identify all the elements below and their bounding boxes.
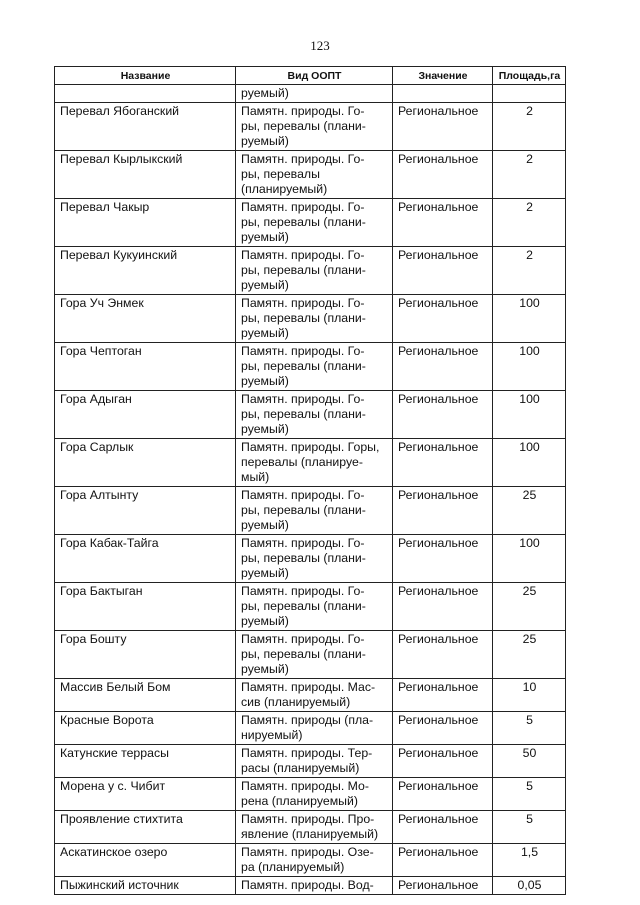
- table-row: [55, 712, 566, 745]
- cell-type-line: расы (планируемый): [241, 761, 360, 775]
- cell-area: 0,05: [493, 877, 566, 895]
- header-area-line: га: [550, 70, 561, 82]
- cell-type-line: Памятн. природы. Го-: [241, 392, 365, 406]
- cell-type: [236, 811, 393, 844]
- cell-type-line: руемый): [241, 662, 289, 676]
- cell-type-line: ры, перевалы (плани-: [241, 551, 366, 565]
- cell-area: 5: [493, 778, 566, 811]
- cell-significance: Региональное: [393, 391, 493, 439]
- cell-name: Красные Ворота: [55, 712, 236, 745]
- cell-type-line: ры, перевалы (плани-: [241, 311, 366, 325]
- table-row: [55, 535, 566, 583]
- cell-area: 25: [493, 583, 566, 631]
- cell-area: 25: [493, 631, 566, 679]
- cell-type-line: ра (планируемый): [241, 860, 345, 874]
- cell-type-line: Памятн. природы. Го-: [241, 584, 365, 598]
- table-row: [55, 391, 566, 439]
- cell-name: [55, 85, 236, 103]
- cell-type: [236, 778, 393, 811]
- cell-area: 5: [493, 811, 566, 844]
- cell-type-line: сив (планируемый): [241, 695, 351, 709]
- cell-name: Гора Бошту: [55, 631, 236, 679]
- cell-type-line: ры, перевалы (плани-: [241, 359, 366, 373]
- cell-type: [236, 247, 393, 295]
- cell-significance: Региональное: [393, 631, 493, 679]
- cell-significance: Региональное: [393, 151, 493, 199]
- cell-significance: Региональное: [393, 487, 493, 535]
- cell-type-line: Памятн. природы. Тер-: [241, 746, 373, 760]
- cell-type-line: ры, перевалы (плани-: [241, 503, 366, 517]
- cell-area: 100: [493, 439, 566, 487]
- cell-name: Перевал Ябоганский: [55, 103, 236, 151]
- cell-name: Гора Уч Энмек: [55, 295, 236, 343]
- table-row: [55, 343, 566, 391]
- cell-name: Перевал Чакыр: [55, 199, 236, 247]
- table-row: [55, 778, 566, 811]
- page-number: 123: [310, 38, 330, 53]
- cell-name: Катунские террасы: [55, 745, 236, 778]
- cell-significance: [393, 85, 493, 103]
- table-row: [55, 103, 566, 151]
- cell-type-line: ры, перевалы (плани-: [241, 599, 366, 613]
- cell-type: [236, 877, 393, 895]
- cell-significance: Региональное: [393, 811, 493, 844]
- cell-type-line: рена (планируемый): [241, 794, 358, 808]
- cell-type: [236, 535, 393, 583]
- cell-name: Пыжинский источник: [55, 877, 236, 895]
- table-header: [55, 67, 566, 85]
- cell-area: 100: [493, 295, 566, 343]
- cell-type-line: мый): [241, 470, 270, 484]
- table-row: [55, 745, 566, 778]
- table-row: [55, 487, 566, 535]
- cell-type-line: перевалы (планируе-: [241, 455, 363, 469]
- cell-type-line: руемый): [241, 566, 289, 580]
- cell-area: 10: [493, 679, 566, 712]
- cell-type: [236, 295, 393, 343]
- cell-type: [236, 439, 393, 487]
- cell-type: [236, 712, 393, 745]
- cell-significance: Региональное: [393, 583, 493, 631]
- cell-significance: Региональное: [393, 679, 493, 712]
- cell-type-line: ры, перевалы (плани-: [241, 263, 366, 277]
- cell-significance: Региональное: [393, 295, 493, 343]
- cell-area: 100: [493, 391, 566, 439]
- cell-area: 2: [493, 103, 566, 151]
- cell-name: Гора Кабак-Тайга: [55, 535, 236, 583]
- cell-type: [236, 679, 393, 712]
- cell-type-line: Памятн. природы. Го-: [241, 488, 365, 502]
- cell-type-line: ры, перевалы (плани-: [241, 647, 366, 661]
- cell-name: Перевал Кырлыкский: [55, 151, 236, 199]
- cell-significance: Региональное: [393, 343, 493, 391]
- cell-type-line: Памятн. природы. Го-: [241, 536, 365, 550]
- cell-area: 2: [493, 199, 566, 247]
- cell-type-line: Памятн. природы. Вод-: [241, 878, 374, 892]
- cell-type: [236, 391, 393, 439]
- table-row: [55, 811, 566, 844]
- cell-type-line: ры, перевалы (плани-: [241, 215, 366, 229]
- cell-type: [236, 151, 393, 199]
- header-area-line: Площадь,: [498, 70, 551, 82]
- cell-area: 25: [493, 487, 566, 535]
- cell-type-line: руемый): [241, 374, 289, 388]
- cell-type: [236, 844, 393, 877]
- table-row: [55, 844, 566, 877]
- cell-area: 1,5: [493, 844, 566, 877]
- cell-name: Гора Алтынту: [55, 487, 236, 535]
- cell-type: [236, 631, 393, 679]
- cell-significance: Региональное: [393, 877, 493, 895]
- cell-type-line: руемый): [241, 230, 289, 244]
- cell-type: [236, 745, 393, 778]
- table-body: [55, 85, 566, 895]
- cell-type: [236, 343, 393, 391]
- cell-type-line: Памятн. природы. Мо-: [241, 779, 369, 793]
- cell-significance: Региональное: [393, 745, 493, 778]
- cell-type: [236, 487, 393, 535]
- cell-type-line: руемый): [241, 326, 289, 340]
- cell-type-line: Памятн. природы (пла-: [241, 713, 374, 727]
- cell-area: 100: [493, 343, 566, 391]
- cell-type: [236, 85, 393, 103]
- table-row: [55, 583, 566, 631]
- cell-type-line: Памятн. природы. Го-: [241, 344, 365, 358]
- cell-name: Массив Белый Бом: [55, 679, 236, 712]
- cell-significance: Региональное: [393, 103, 493, 151]
- table-row: [55, 631, 566, 679]
- cell-type: [236, 583, 393, 631]
- protected-areas-table: [54, 66, 566, 895]
- cell-type-line: нируемый): [241, 728, 303, 742]
- cell-significance: Региональное: [393, 778, 493, 811]
- cell-type: [236, 199, 393, 247]
- cell-significance: Региональное: [393, 199, 493, 247]
- table-row: [55, 679, 566, 712]
- table-row: [55, 151, 566, 199]
- table-row: [55, 439, 566, 487]
- cell-name: Гора Адыган: [55, 391, 236, 439]
- cell-significance: Региональное: [393, 712, 493, 745]
- table-row: [55, 199, 566, 247]
- cell-type-line: Памятн. природы. Горы,: [241, 440, 380, 454]
- cell-type-line: руемый): [241, 518, 289, 532]
- cell-area: 5: [493, 712, 566, 745]
- cell-type: [236, 103, 393, 151]
- cell-type-line: Памятн. природы. Го-: [241, 248, 365, 262]
- cell-significance: Региональное: [393, 247, 493, 295]
- table-row: [55, 877, 566, 895]
- header-row: [55, 67, 566, 85]
- cell-name: Гора Чептоган: [55, 343, 236, 391]
- cell-type-line: ры, перевалы (плани-: [241, 407, 366, 421]
- cell-type-line: Памятн. природы. Го-: [241, 104, 365, 118]
- table-row: [55, 295, 566, 343]
- table-row: [55, 85, 566, 103]
- cell-type-line: Памятн. природы. Озе-: [241, 845, 374, 859]
- cell-area: [493, 85, 566, 103]
- cell-type-line: ры, перевалы (плани-: [241, 119, 366, 133]
- cell-area: 50: [493, 745, 566, 778]
- cell-type-line: Памятн. природы. Го-: [241, 200, 365, 214]
- header-name: Название: [55, 67, 236, 85]
- cell-name: Гора Бактыган: [55, 583, 236, 631]
- cell-type-line: Памятн. природы. Го-: [241, 296, 365, 310]
- cell-type-line: Памятн. природы. Мас-: [241, 680, 376, 694]
- cell-type-line: явление (планируемый): [241, 827, 379, 841]
- cell-area: 2: [493, 247, 566, 295]
- cell-name: Гора Сарлык: [55, 439, 236, 487]
- cell-type-line: (планируемый): [241, 182, 328, 196]
- cell-type-line: руемый): [241, 614, 289, 628]
- header-significance: Значение: [393, 67, 493, 85]
- cell-significance: Региональное: [393, 439, 493, 487]
- cell-type-line: Памятн. природы. Про-: [241, 812, 375, 826]
- table-row: [55, 247, 566, 295]
- cell-name: Проявление стихтита: [55, 811, 236, 844]
- cell-type-line: Памятн. природы. Го-: [241, 152, 365, 166]
- cell-name: Морена у с. Чибит: [55, 778, 236, 811]
- cell-type-line: ры, перевалы: [241, 167, 320, 181]
- cell-name: Перевал Кукуинский: [55, 247, 236, 295]
- cell-type-line: руемый): [241, 134, 289, 148]
- cell-significance: Региональное: [393, 844, 493, 877]
- cell-type-line: руемый): [241, 278, 289, 292]
- cell-area: 2: [493, 151, 566, 199]
- cell-significance: Региональное: [393, 535, 493, 583]
- header-type: Вид ООПТ: [236, 67, 393, 85]
- cell-type-line: руемый): [241, 86, 289, 100]
- cell-name: Аскатинское озеро: [55, 844, 236, 877]
- header-area: [493, 67, 566, 85]
- cell-type-line: руемый): [241, 422, 289, 436]
- cell-type-line: Памятн. природы. Го-: [241, 632, 365, 646]
- cell-area: 100: [493, 535, 566, 583]
